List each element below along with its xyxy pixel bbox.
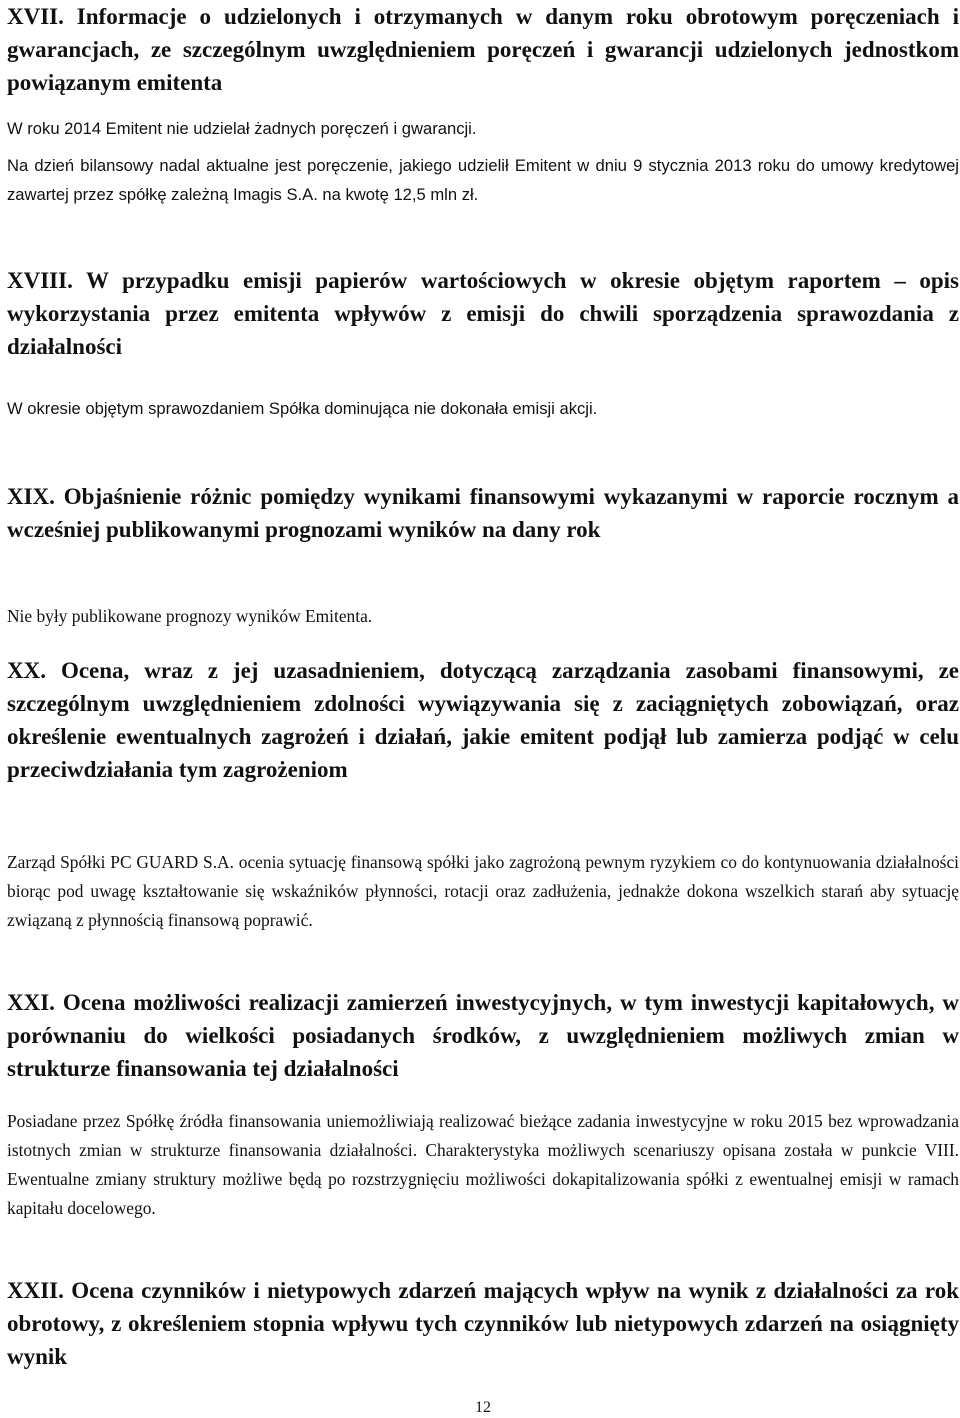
section-xxi-paragraph-1: Posiadane przez Spółkę źródła finansowania uniemożliwiają realizować bieżące zadania inwestycyjne w roku 2015 bez wprowadzania istotnych zmian w strukturze finansowania działalności. Charakterystyka możliwych scenariuszy opisana została w punkcie VIII. Ewentualne zmiany struktury możliwe będą po rozstrzygnięciu możliwości dokapitalizowania spółki z ewentualnej emisji w ramach kapitału docelowego. bbox=[7, 1111, 959, 1218]
page-number: 12 bbox=[475, 1399, 491, 1416]
section-heading-xx: XX. Ocena, wraz z jej uzasadnieniem, dotyczącą zarządzania zasobami finansowymi, ze szczególnym uwzględnieniem zdolności wywiązywania się z zaciągniętych zobowiązań, oraz określenie ewentualnych zagrożeń i działań, jakie emitent podjął lub zamierza podjąć w celu przeciwdziałania tym zagrożeniom bbox=[7, 658, 959, 782]
section-xx-paragraph-1: Zarząd Spółki PC GUARD S.A. ocenia sytuację finansową spółki jako zagrożoną pewnym ryzykiem co do kontynuowania działalności biorąc pod uwagę kształtowanie się wskaźników płynności, rotacji oraz zadłużenia, jednakże dokona wszelkich starań aby sytuację związaną z płynnością finansową poprawić. bbox=[7, 852, 959, 930]
section-xvii-paragraph-1: W roku 2014 Emitent nie udzielał żadnych poręczeń i gwarancji. bbox=[7, 119, 477, 138]
section-heading-xviii: XVIII. W przypadku emisji papierów wartościowych w okresie objętym raportem – opis wykorzystania przez emitenta wpływów z emisji do chwili sporządzenia sprawozdania z działalności bbox=[7, 268, 959, 359]
section-xix-paragraph-1: Nie były publikowane prognozy wyników Emitenta. bbox=[7, 606, 373, 626]
section-heading-xvii: XVII. Informacje o udzielonych i otrzymanych w danym roku obrotowym poręczeniach i gwarancjach, ze szczególnym uwzględnieniem poręczeń i gwarancji udzielonych jednostkom powiązanym emitenta bbox=[7, 4, 959, 95]
section-xviii-paragraph-1: W okresie objętym sprawozdaniem Spółka dominująca nie dokonała emisji akcji. bbox=[7, 399, 598, 418]
document-page bbox=[7, 0, 959, 1418]
section-heading-xxii: XXII. Ocena czynników i nietypowych zdarzeń mających wpływ na wynik z działalności za rok obrotowy, z określeniem stopnia wpływu tych czynników lub nietypowych zdarzeń na osiągnięty wynik bbox=[7, 1278, 959, 1369]
section-xvii-paragraph-2: Na dzień bilansowy nadal aktualne jest poręczenie, jakiego udzielił Emitent w dniu 9 stycznia 2013 roku do umowy kredytowej zawartej przez spółkę zależną Imagis S.A. na kwotę 12,5 mln zł. bbox=[7, 156, 959, 204]
section-heading-xix: XIX. Objaśnienie różnic pomiędzy wynikami finansowymi wykazanymi w raporcie rocznym a wcześniej publikowanymi prognozami wyników na dany rok bbox=[7, 484, 959, 542]
section-heading-xxi: XXI. Ocena możliwości realizacji zamierzeń inwestycyjnych, w tym inwestycji kapitałowych, w porównaniu do wielkości posiadanych środków, z uwzględnieniem możliwych zmian w strukturze finansowania tej działalności bbox=[7, 990, 959, 1081]
